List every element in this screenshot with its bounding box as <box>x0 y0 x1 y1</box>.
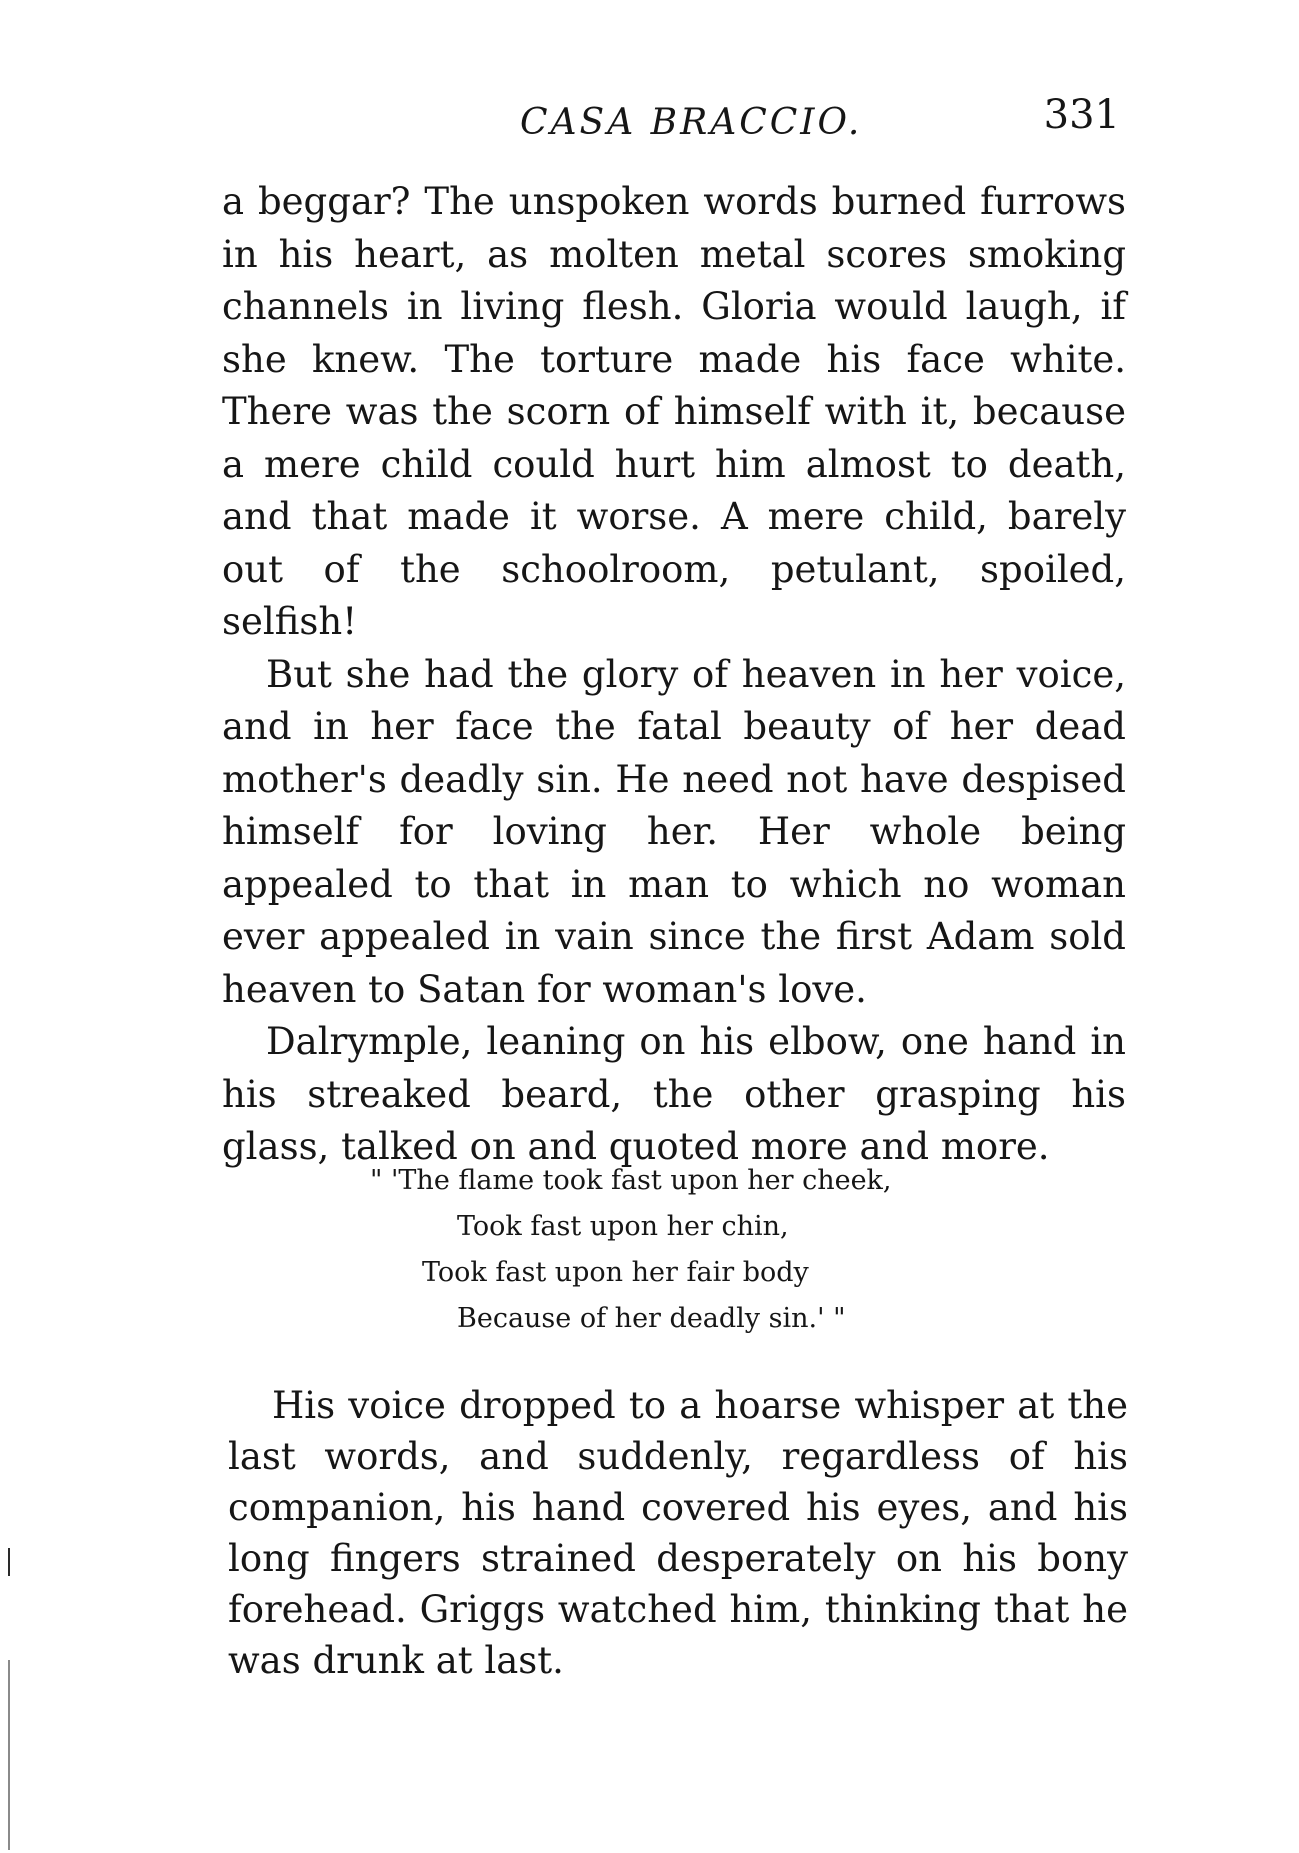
paragraph-3: Dalrymple, leaning on his elbow, one hand in his streaked beard, the other grasping his glass, talked on and quoted more and more. <box>222 1020 1126 1168</box>
body-text <box>222 176 1126 1174</box>
page-number: 331 <box>1043 92 1120 138</box>
paragraph-4: His voice dropped to a hoarse whisper at the last words, and suddenly, regardless of his companion, his hand covered his eyes, and his long fingers strained desperately on his bony forehead. Griggs watched him, thinking that he was drunk at last. <box>228 1384 1128 1682</box>
poem-line: Because of her deadly sin.' " <box>457 1303 846 1334</box>
poem-quotation <box>370 1158 892 1342</box>
page-header <box>220 92 1120 142</box>
closing-text <box>228 1380 1128 1686</box>
poem-line: Took fast upon her chin, <box>457 1211 789 1242</box>
paragraph-2: But she had the glory of heaven in her voice, and in her face the fatal beauty of her dead mother's deadly sin. He need not have despised himself for loving her. Her whole being appealed to that in man to which no woman ever appealed in vain since the first Adam sold heaven to Satan for woman's love. <box>222 652 1126 1011</box>
margin-mark <box>8 1548 10 1576</box>
paragraph-1: a beggar? The unspoken words burned furrows in his heart, as molten metal scores smoking channels in living flesh. Gloria would laugh, if she knew. The torture made his face white. There was the scorn of himself with it, because a mere child could hurt him almost to death, and that made it worse. A mere child, barely out of the schoolroom, petulant, spoiled, selfish! <box>222 180 1126 643</box>
running-title: CASA BRACCIO. <box>520 102 863 143</box>
margin-mark <box>8 1660 10 1850</box>
poem-line: " 'The flame took fast upon her cheek, <box>370 1165 892 1196</box>
poem-line: Took fast upon her fair body <box>422 1257 809 1288</box>
